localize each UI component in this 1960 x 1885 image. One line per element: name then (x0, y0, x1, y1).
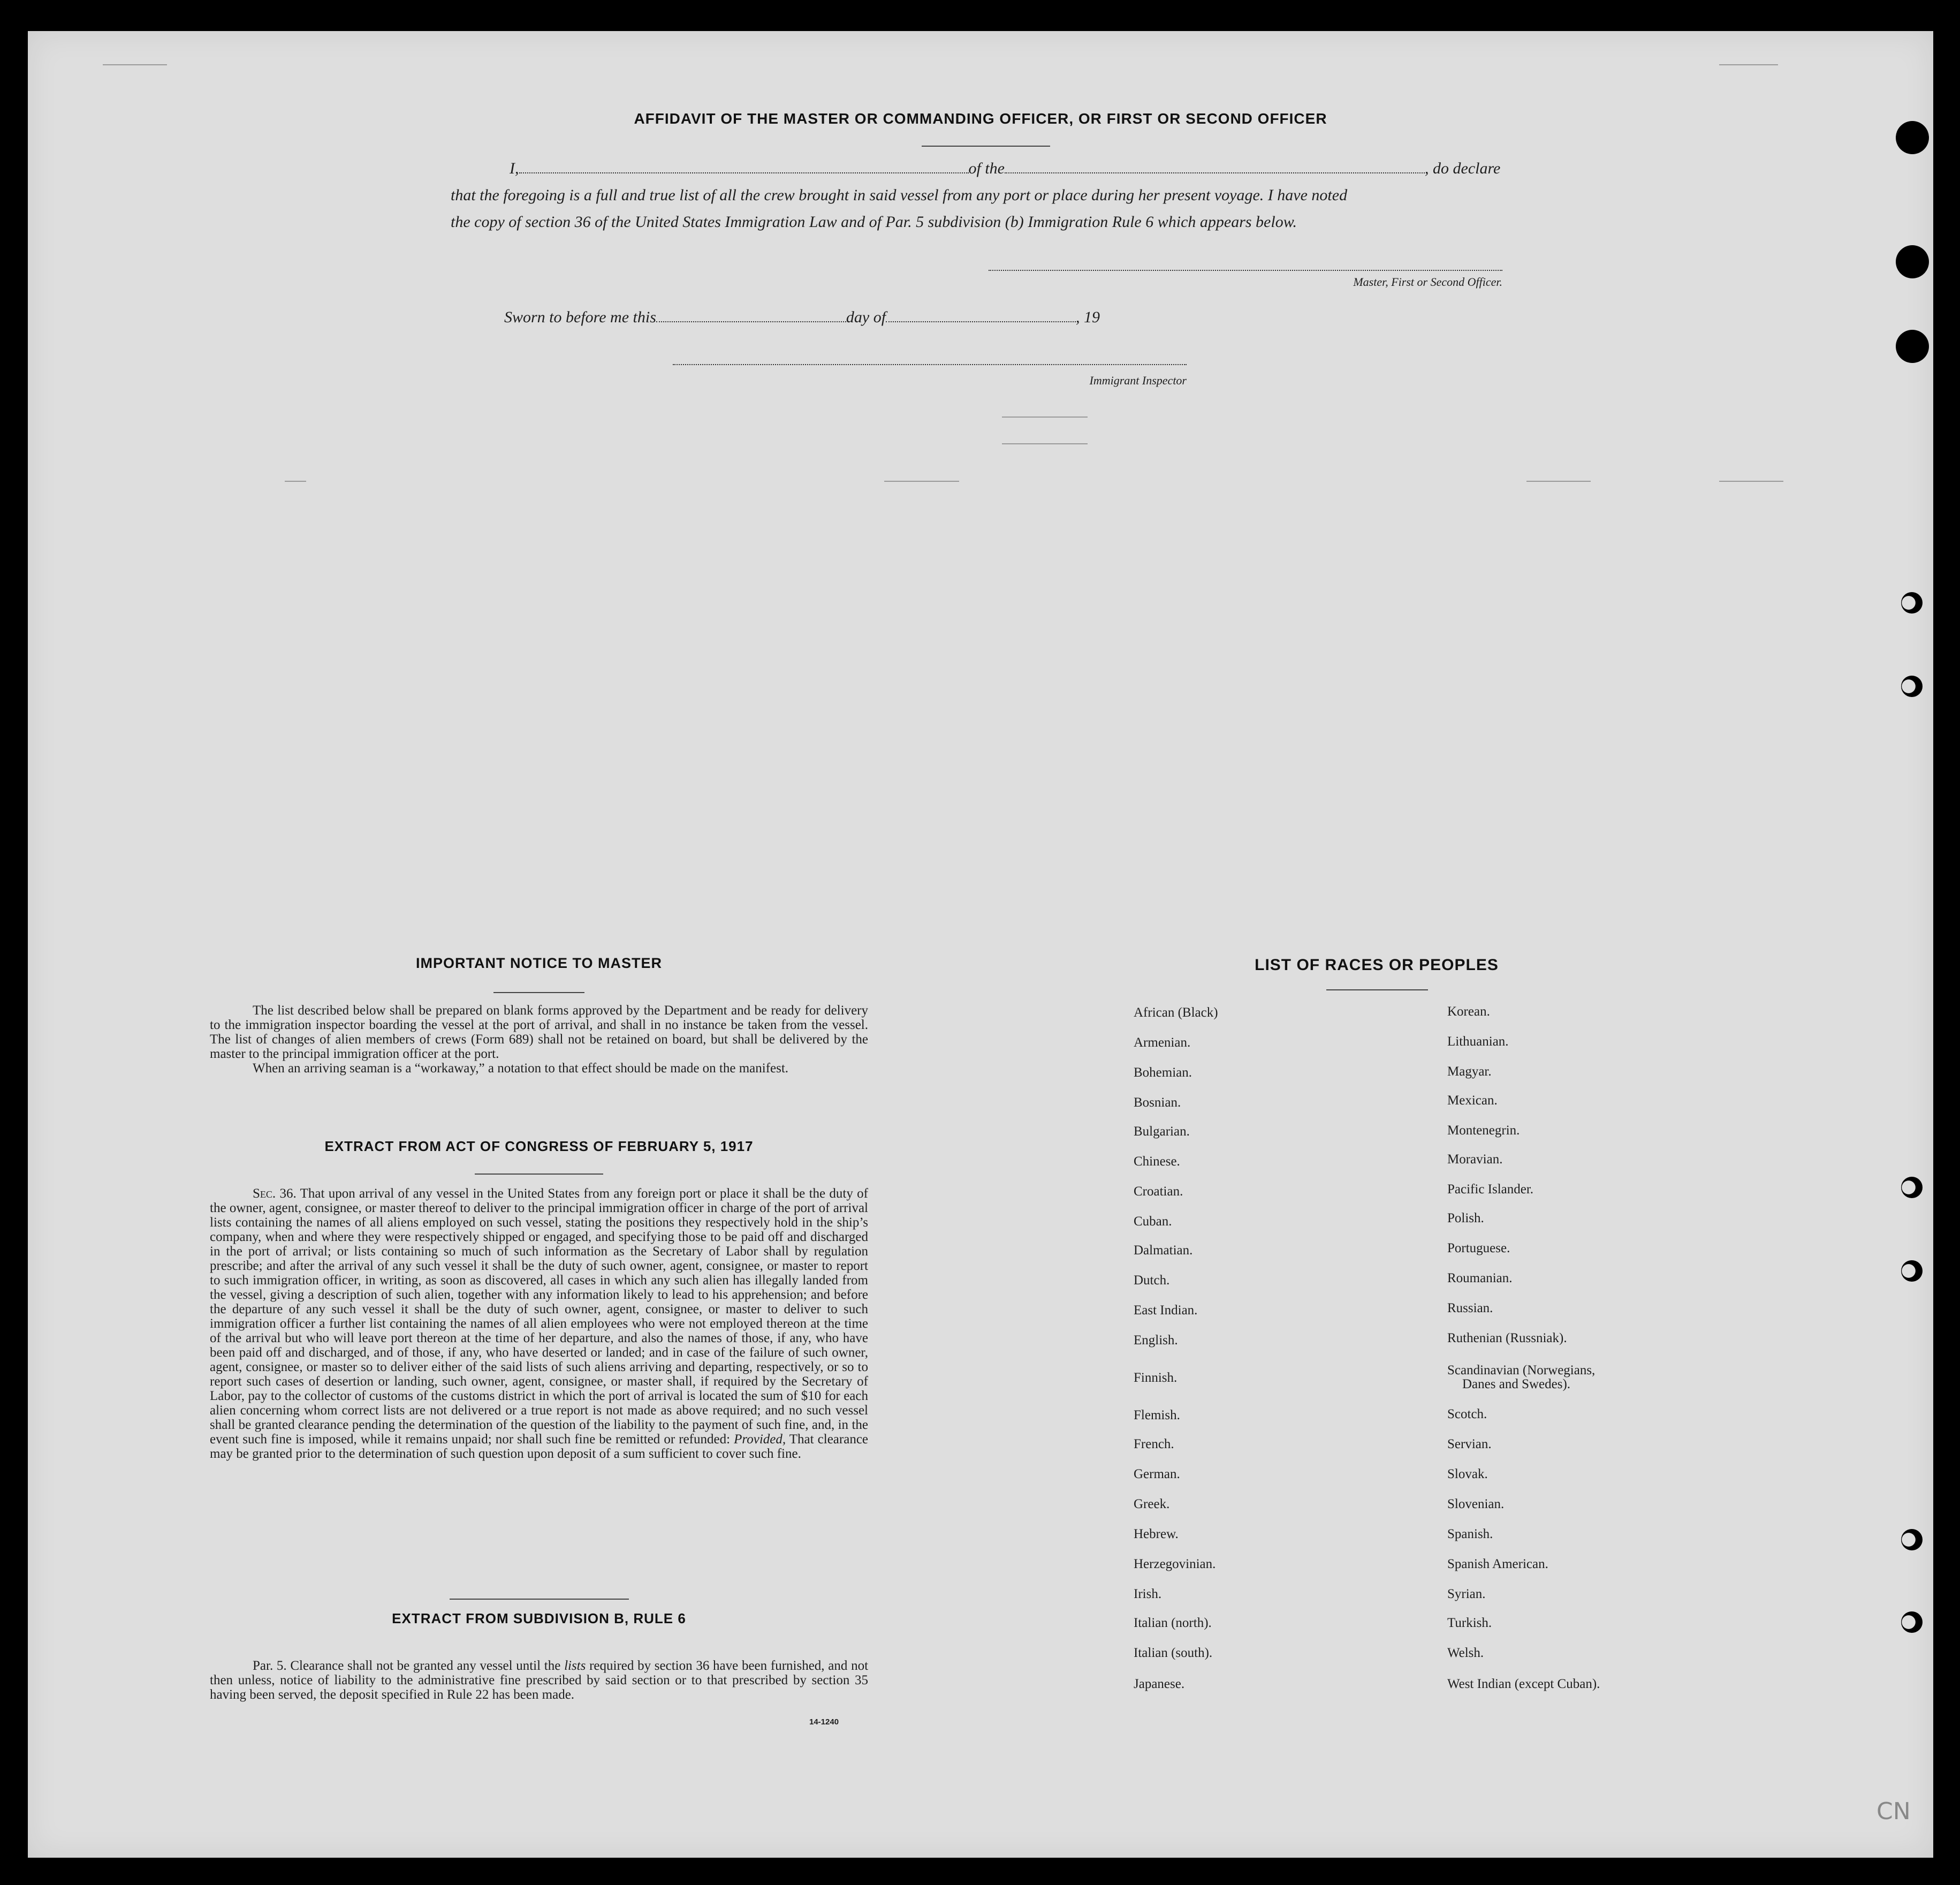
race-item: Cuban. (1134, 1214, 1172, 1229)
bleed-mark (103, 64, 167, 65)
act-divider (475, 1174, 603, 1175)
race-item: Italian (north). (1134, 1616, 1212, 1630)
race-item: Hebrew. (1134, 1527, 1179, 1541)
races-title: LIST OF RACES OR PEOPLES (1255, 956, 1499, 974)
race-item: Polish. (1447, 1211, 1484, 1225)
declare-label: , do declare (1425, 160, 1501, 177)
affidavit-line-3: the copy of section 36 of the United States Immigration Law and of Par. 5 subdivision (b) Immigration Rule 6 which appears below. (451, 213, 1297, 231)
punch-hole (1901, 592, 1923, 614)
race-item: Mexican. (1447, 1093, 1498, 1108)
race-item: Japanese. (1134, 1677, 1185, 1691)
act-title: EXTRACT FROM ACT OF CONGRESS OF FEBRUARY 5, 1917 (324, 1138, 754, 1154)
vessel-name-field[interactable] (1005, 172, 1425, 173)
day-of-label: day of (846, 308, 886, 326)
race-item: Moravian. (1447, 1152, 1503, 1167)
sworn-line (504, 304, 1580, 331)
bleed-mark (1526, 481, 1591, 482)
race-item: Herzegovinian. (1134, 1557, 1216, 1571)
race-item: Spanish American. (1447, 1557, 1548, 1571)
race-item: Danes and Swedes). (1462, 1377, 1571, 1391)
master-signature-label: Master, First or Second Officer. (1353, 275, 1502, 289)
race-item: Irish. (1134, 1587, 1162, 1601)
punch-hole (1901, 1611, 1923, 1633)
form-number: 14-1240 (809, 1717, 839, 1727)
race-item: Dalmatian. (1134, 1243, 1193, 1258)
act-provided-word: Provided, (734, 1432, 786, 1447)
notice-paragraph-1: The list described below shall be prepared on blank forms approved by the Department and be ready for delivery to the immigration inspector boarding the vessel at the port of arrival, and shall in no instance be taken from the vessel. The list of changes of alien members of crews (Form 689) shall not be retained on board, but shall be delivered by the master to the principal immigration officer at the port. (210, 1003, 868, 1061)
rule-text-start: Par. 5. Clearance shall not be granted any vessel until the (253, 1659, 561, 1673)
race-item: Spanish. (1447, 1527, 1493, 1541)
races-divider (1326, 989, 1428, 990)
rule-lists-word: lists (564, 1659, 586, 1673)
inspector-signature-line[interactable] (673, 364, 1187, 365)
race-item: Greek. (1134, 1497, 1170, 1511)
race-item: Roumanian. (1447, 1271, 1513, 1285)
title-divider (922, 146, 1050, 147)
race-item: West Indian (except Cuban). (1447, 1677, 1600, 1691)
year-label: , 19 (1076, 308, 1100, 326)
notice-paragraph-2: When an arriving seaman is a “workaway,” a notation to that effect should be made on the manifest. (253, 1061, 789, 1076)
race-item: English. (1134, 1333, 1178, 1347)
race-item: Chinese. (1134, 1154, 1180, 1169)
sworn-month-field[interactable] (886, 321, 1076, 322)
race-item: Portuguese. (1447, 1241, 1510, 1255)
notice-body (210, 1003, 868, 1076)
act-section-text-end: That clearance may be granted prior to the determination of such question upon deposit of a sum sufficient to cover such fine. (210, 1432, 869, 1461)
rule-title: EXTRACT FROM SUBDIVISION B, RULE 6 (392, 1610, 686, 1626)
rule-body (210, 1659, 868, 1702)
race-item: Korean. (1447, 1004, 1490, 1019)
race-item: Slovenian. (1447, 1497, 1505, 1511)
race-item: Finnish. (1134, 1371, 1177, 1385)
bleed-mark (1719, 64, 1778, 65)
race-item: Pacific Islander. (1447, 1182, 1534, 1197)
inspector-label: Immigrant Inspector (1089, 374, 1187, 387)
race-item: German. (1134, 1467, 1180, 1481)
sworn-label: Sworn to before me this (504, 308, 656, 326)
document-page (28, 31, 1933, 1858)
punch-hole (1896, 245, 1929, 278)
bleed-mark (285, 481, 306, 482)
declarant-name-field[interactable] (519, 172, 969, 173)
rule-text-end: required by section 36 have been furnished, and not then unless, notice of liability to the administrative fine prescribed by said section or to that prescribed by section 35 having been served, the deposit specified in Rule 22 has been made. (210, 1659, 869, 1702)
bleed-mark (1719, 481, 1783, 482)
sworn-day-field[interactable] (656, 321, 846, 322)
race-item: Syrian. (1447, 1587, 1486, 1601)
punch-hole (1901, 1177, 1923, 1198)
race-item: Montenegrin. (1447, 1123, 1520, 1138)
act-body (210, 1186, 868, 1461)
race-item: Flemish. (1134, 1408, 1180, 1422)
race-item: Dutch. (1134, 1273, 1170, 1288)
punch-hole (1901, 1260, 1923, 1282)
punch-hole (1896, 330, 1929, 363)
race-item: Italian (south). (1134, 1646, 1213, 1660)
act-end-divider (450, 1599, 629, 1600)
affidavit-title: AFFIDAVIT OF THE MASTER OR COMMANDING OFFICER, OR FIRST OR SECOND OFFICER (634, 110, 1327, 127)
race-item: Welsh. (1447, 1646, 1484, 1660)
race-item: Bulgarian. (1134, 1124, 1190, 1139)
act-section-text: That upon arrival of any vessel in the United States from any foreign port or place it shall be the duty of the owner, agent, consignee, or master thereof to deliver to the principal immigration officer in charge of the port of arrival lists containing the names of all aliens employed on such vessel, stating the positions they respectively hold in the ship’s company, when and where they were respectively shipped or engaged, and specifying those to be paid off and discharged in the port of arrival; or lists containing so much of such information as the Secretary of Labor shall by regulation prescribe; and after the arrival of any such vessel it shall be the duty of such owner, agent, consignee, or master to report to such immigration officer, in writing, as soon as discovered, all cases in which any such alien has illegally landed from the vessel, giving a description of such alien, together with any information likely to lead to his apprehension; and before the departure of any such vessel it shall be the duty of such owner, agent, consignee, or master to deliver to such immigration officer a further list containing the names of all alien employees who were not employed thereon at the time of the arrival but who will leave port thereon at the time of her departure, and also the names of those, if any, who have been paid off and discharged, and of those, if any, who have deserted or landed; and in case of the failure of such owner, agent, consignee, or master so to deliver either of the said lists of such aliens arriving and departing, respectively, or so to report such cases of desertion or landing, such owner, agent, consignee, or master shall, if required by the Secretary of Labor, pay to the collector of customs of the customs district in which the port of arrival is located the sum of $10 for each alien concerning whom correct lists are not delivered or a true report is not made as above required; and no such vessel shall be granted clearance pending the determination of the question of the liability to the payment of such fine, and, in the event such fine is imposed, while it remains unpaid; nor shall such fine be remitted or refunded: (210, 1186, 868, 1447)
punch-hole (1901, 1529, 1923, 1550)
act-section-label: Sec. 36. (253, 1186, 297, 1201)
race-item: Turkish. (1447, 1616, 1492, 1630)
race-item: Croatian. (1134, 1184, 1183, 1199)
race-item: Servian. (1447, 1437, 1492, 1451)
race-item: Scotch. (1447, 1407, 1487, 1421)
race-item: Lithuanian. (1447, 1034, 1509, 1049)
notice-title: IMPORTANT NOTICE TO MASTER (416, 955, 662, 971)
declarant-label: I, (510, 160, 519, 177)
master-signature-line[interactable] (989, 270, 1502, 271)
race-item: Armenian. (1134, 1035, 1191, 1050)
bleed-mark (884, 481, 959, 482)
race-item: French. (1134, 1437, 1174, 1451)
race-item: Bosnian. (1134, 1095, 1181, 1110)
race-item: Bohemian. (1134, 1065, 1192, 1080)
bleed-mark (1002, 443, 1088, 444)
notice-divider (493, 992, 584, 993)
vessel-of-label: of the (968, 160, 1005, 177)
margin-note: CN (1877, 1798, 1911, 1825)
race-item: Slovak. (1447, 1467, 1488, 1481)
race-item: Magyar. (1447, 1064, 1492, 1079)
affidavit-line-1 (451, 155, 1526, 182)
race-item: Scandinavian (Norwegians, (1447, 1363, 1596, 1377)
race-item: Ruthenian (Russniak). (1447, 1331, 1567, 1345)
bleed-mark (1002, 417, 1088, 418)
affidavit-line-2: that the foregoing is a full and true list of all the crew brought in said vessel from any port or place during her present voyage. I have noted (451, 186, 1348, 204)
race-item: African (Black) (1134, 1005, 1218, 1020)
race-item: East Indian. (1134, 1303, 1198, 1318)
race-item: Russian. (1447, 1301, 1493, 1315)
punch-hole (1901, 676, 1923, 697)
